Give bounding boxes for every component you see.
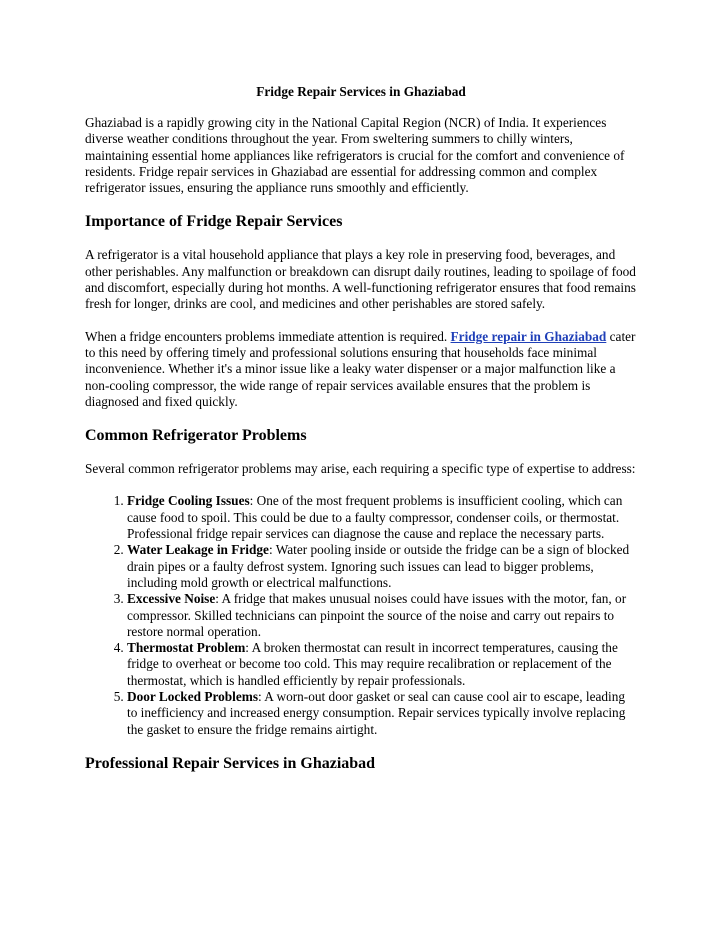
list-item <box>127 542 637 591</box>
list-item-term: Excessive Noise <box>127 591 216 607</box>
attention-text-after: cater to this need by offering timely and professional solutions ensuring that households face minimal inconvenience. Whether it's a minor issue like a leaky water dispenser or a major malfunction like a non-cooling compressor, the wide range of repair services available ensures that the problem is diagnosed and fixed quickly. <box>85 328 636 409</box>
attention-text-before: When a fridge encounters problems immediate attention is required. <box>85 328 451 344</box>
list-item-text: : A broken thermostat can result in incorrect temperatures, causing the fridge to overheat or become too cold. This may require recalibration or replacement of the thermostat, which is handled efficiently by repair professionals. <box>127 640 618 688</box>
document-page <box>85 84 637 789</box>
list-item-text: : A worn-out door gasket or seal can cause cool air to escape, leading to inefficiency and increased energy consumption. Repair services typically involve replacing the gasket to ensure the fridge remains airtight. <box>127 689 626 737</box>
list-item-text: : Water pooling inside or outside the fridge can be a sign of blocked drain pipes or a faulty defrost system. Ignoring such issues can lead to bigger problems, including mold growth or electrical malfunctions. <box>127 542 630 590</box>
list-item <box>127 640 637 689</box>
list-item-text: : One of the most frequent problems is insufficient cooling, which can cause food to spoil. This could be due to a faulty compressor, condenser coils, or thermostat. Professional fridge repair services can diagnose the cause and replace the necessary parts. <box>127 493 623 542</box>
list-item <box>127 493 637 542</box>
list-item <box>127 591 637 640</box>
document-title: Fridge Repair Services in Ghaziabad <box>256 84 466 99</box>
list-item-text: : A fridge that makes unusual noises could have issues with the motor, fan, or compressor. Skilled technicians can pinpoint the source of the noise and carry out repairs to restore normal operation. <box>127 591 627 639</box>
section-heading-professional-services: Professional Repair Services in Ghaziabad <box>85 754 376 772</box>
list-item-term: Door Locked Problems <box>127 689 258 705</box>
fridge-repair-link[interactable]: Fridge repair in Ghaziabad <box>450 328 607 344</box>
section-heading-importance: Importance of Fridge Repair Services <box>85 213 343 231</box>
problems-intro-paragraph: Several common refrigerator problems may arise, each requiring a specific type of expertise to address: <box>85 461 636 477</box>
list-item <box>127 689 637 738</box>
list-item-term: Thermostat Problem <box>127 640 246 656</box>
section-heading-common-problems: Common Refrigerator Problems <box>85 427 307 445</box>
attention-paragraph <box>85 329 637 410</box>
list-item-term: Fridge Cooling Issues <box>127 493 250 509</box>
problems-list <box>85 493 637 737</box>
list-item-term: Water Leakage in Fridge <box>127 542 269 558</box>
intro-paragraph: Ghaziabad is a rapidly growing city in the National Capital Region (NCR) of India. It experiences diverse weather conditions throughout the year. From sweltering summers to chilly winters, maintaining essential home appliances like refrigerators is crucial for the comfort and convenience of residents. Fridge repair services in Ghaziabad are essential for addressing common and complex refrigerator issues, ensuring the appliance runs smoothly and efficiently. <box>85 115 625 196</box>
importance-paragraph: A refrigerator is a vital household appliance that plays a key role in preserving food, beverages, and other perishables. Any malfunction or breakdown can disrupt daily routines, leading to spoilage of food and discomfort, especially during hot months. A well-functioning refrigerator ensures that food remains fresh for longer, drinks are cool, and medicines and other perishables are stored safely. <box>85 247 636 312</box>
